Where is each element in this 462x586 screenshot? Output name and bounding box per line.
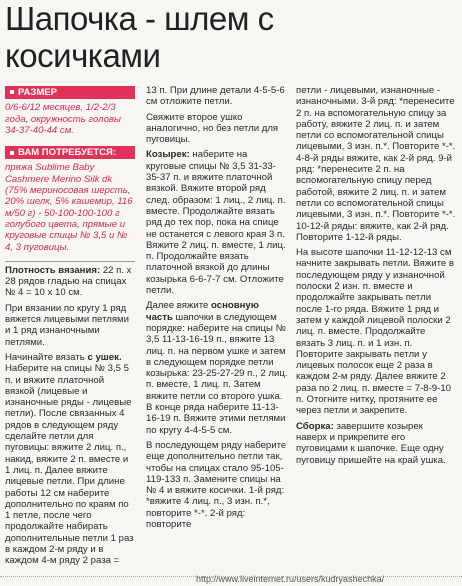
gauge-paragraph <box>5 261 135 299</box>
visor-paragraph <box>146 149 288 296</box>
gauge-text: 22 п. х 28 рядов гладью на спицах № 4 = 10 х 10 см. <box>5 264 132 299</box>
ears-paragraph <box>5 352 135 567</box>
round-knitting-paragraph: При вязании по кругу 1 ряд вяжется лицевыми петлями и 1 ряд изнаночными петлями. <box>5 302 129 348</box>
cable-rows-paragraph: петли - лицевыми, изнаночные - изнаночными. 3-й ряд: *перенесите 2 п. на вспомогательную спицу за работу, вяжите 2 лиц. п. и затем петли со вспомогательной спицы лицевыми, 3 изн. п.*. Повторите *-*. 4-8-й ряды вяжите, как 2-й ряд. 9-й ряд: *перенесите 2 п. на вспомогательную спицу перед работой, вяжите 2 лиц. п. и затем петли со вспомогательной спицы лицевыми, 3 изн. п.*. Повторите *-*. 10-12-й ряды: вяжите, как 2-й ряд. Повторите 1-12-й ряды. <box>296 85 456 243</box>
materials-text: пряжа Sublime Baby Cashmere Merino Silk dk (75% мериносовая шерсть, 20% шелк, 5% кашемир, 116 м/50 г) - 50-100-100-100 г голубого цвета, прямые и круговые спицы № 3,5 и № 4, 3 пуговицы. <box>5 162 133 253</box>
main-part-lead: Далее вяжите <box>146 300 212 312</box>
ears-bold: с ушек. <box>87 351 122 363</box>
second-ear-paragraph: Свяжите второе ушко аналогично, но без петли для пуговицы. <box>146 111 279 146</box>
cables-paragraph: В последующем ряду наберите еще дополнительно петли так, чтобы на спицах стало 95-105-119-133 п. Замените спицы на № 4 и вяжите косички. 1-й ряд: *вяжите 4 лиц. п., 3 изн. п.*, повторите *-*. 2-й ряд: повторите <box>146 439 287 530</box>
size-header: РАЗМЕР <box>5 86 135 99</box>
column-2 <box>146 85 288 534</box>
main-part-paragraph <box>146 300 288 436</box>
ears-lead: Начинайте вязать <box>5 351 88 363</box>
size-text: 0/6-6/12 месяцев, 1/2-2/3 года, окружность головы 34-37-40-44 см. <box>5 102 121 136</box>
page-title: Шапочка - шлем с косичками <box>5 0 274 74</box>
ear-end-paragraph: 13 п. При длине детали 4-5-5-6 см отложите петли. <box>146 85 285 108</box>
materials-header: ВАМ ПОТРЕБУЕТСЯ: <box>5 146 135 159</box>
footer-url[interactable]: http://www.liveinternet.ru/users/kudryashechka/ <box>196 574 385 584</box>
visor-label: Козырек: <box>146 149 190 161</box>
column-1 <box>5 86 135 571</box>
column-3 <box>296 85 456 470</box>
decrease-paragraph: На высоте шапочки 11-12-12-13 см начните закрывать петли. Вяжите в последующем ряду у изнаночной полоски 2 изн. п. вместе и продолжайте закрывать петли после 1-го ряда. Вяжите 1 ряд и затем у каждой лицевой полоски 2 лиц. п. вместе. Продолжайте вязать 3 лиц. п. и 1 изн. п. Повторите закрывать петли у лицевых полосок еще 2 раза в каждом 2-м ряду. Далее вяжите 2 раза по 2 лиц. п. вместе = 7-8-9-10 п. Отогните нитку, протяните ее через петли и закрепите. <box>296 247 455 417</box>
main-part-bold: основную часть <box>146 300 259 323</box>
footer <box>0 573 462 586</box>
assembly-paragraph <box>296 421 456 466</box>
ears-text: Наберите на спицы № 3,5 5 п. и вяжите платочной вязкой (лицевые и изнаночные ряды - лицевые петли). После связанных 4 рядов в следующем ряду сделайте петли для пуговицы: вяжите 2 лиц. п., накид, вяжите 2 п. вместе и 1 лиц. п. Далее вяжите лицевые петли. При длине работы 12 см наберите дополнительно по краям по 1 петле, после чего продолжайте набирать дополнительные петли 1 раз в каждом 2-м ряду и в каждом 4-м ряду 2 раза = <box>5 363 134 567</box>
assembly-text: завершите козырек наверх и прикрепите его пуговицами к шапочке. Еще одну пуговицу пришейте на край ушка. <box>296 420 446 466</box>
gauge-label: Плотность вязания: <box>5 264 101 276</box>
main-part-text: шапочки в следующем порядке: наберите на спицы № 3,5 11-13-16-19 п., вяжите 13 лиц. п. на первом ушке и затем в следующем порядке петли козырька: 23-25-27-29 п., 2 лиц. п. вместе, 1 лиц. п. Затем вяжите петли со второго ушка. В конце ряда наберите 11-13-16-19 п. Вяжите этими петлями по кругу 4-4-5-5 см. <box>146 311 288 436</box>
visor-text: наберите на круговые спицы № 3,5 31-33-35-37 п. и вяжите платочной вязкой. Вяжите второй ряд след. образом: 1 лиц., 2 лиц. п. вместе. Продолжайте вязать ряд до тех пор, пока на спице не останется с левого края 3 п. Вяжите 2 лиц. п. вместе, 1 лиц. п. Продолжайте вязать платочной вязкой до длины козырька 6-6-7-7 см. Отложите петли. <box>146 149 286 297</box>
assembly-label: Сборка: <box>296 420 334 432</box>
